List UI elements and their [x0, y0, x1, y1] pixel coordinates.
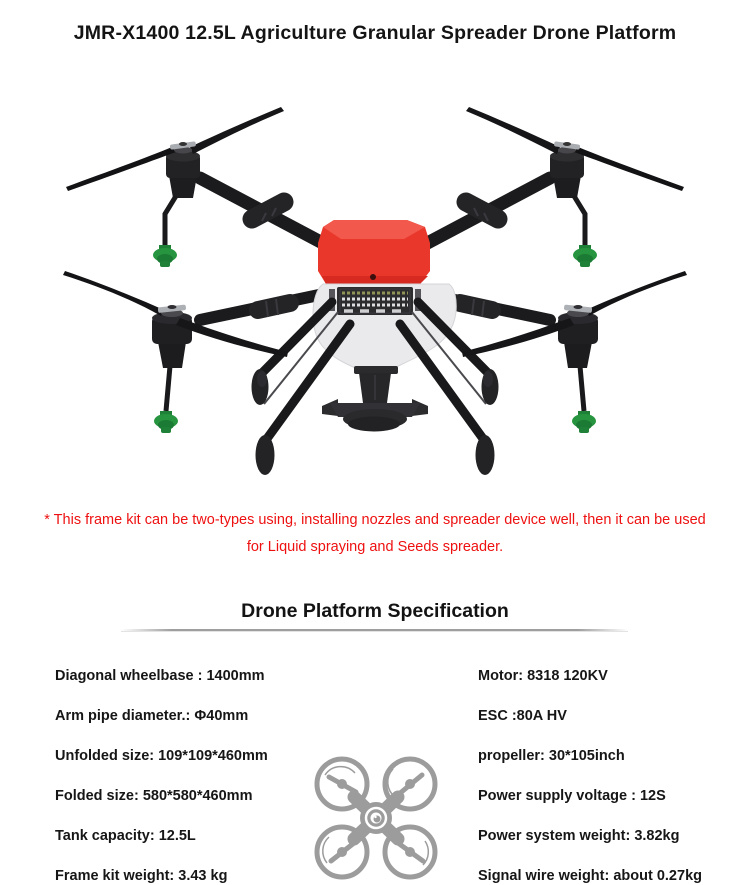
- spec-item-propeller: propeller: 30*105inch: [478, 748, 625, 764]
- spec-item-unfolded-size: Unfolded size: 109*109*460mm: [55, 748, 268, 764]
- front-right-rotor: [462, 271, 687, 433]
- nozzle-icon: [154, 411, 178, 433]
- spec-item-tank-capacity: Tank capacity: 12.5L: [55, 828, 196, 844]
- spec-item-frame-kit-weight: Frame kit weight: 3.43 kg: [55, 868, 228, 884]
- spec-item-diagonal-wheelbase: Diagonal wheelbase : 1400mm: [55, 668, 265, 684]
- spec-item-power-system-weight: Power system weight: 3.82kg: [478, 828, 680, 844]
- rear-left-arm: [200, 178, 332, 248]
- spec-item-arm-pipe-diameter: Arm pipe diameter.: Φ40mm: [55, 708, 249, 724]
- spec-item-folded-size: Folded size: 580*580*460mm: [55, 788, 253, 804]
- usage-note: [0, 507, 750, 561]
- usage-note-line1: * This frame kit can be two-types using, installing nozzles and spreader device well, then it can be used: [44, 512, 706, 528]
- spec-item-signal-wire-weight: Signal wire weight: about 0.27kg: [478, 868, 702, 884]
- spec-item-esc: ESC :80A HV: [478, 708, 567, 724]
- canopy-body: [318, 220, 430, 284]
- spreader-assembly: [322, 366, 428, 432]
- spec-item-power-supply-voltage: Power supply voltage : 12S: [478, 788, 666, 804]
- product-image: [0, 70, 750, 490]
- nozzle-icon: [153, 245, 177, 267]
- usage-note-line2: for Liquid spraying and Seeds spreader.: [246, 539, 504, 555]
- page-title: JMR-X1400 12.5L Agriculture Granular Spreader Drone Platform: [73, 22, 677, 44]
- drone-render: [0, 70, 750, 490]
- vent-grille: [337, 287, 413, 315]
- front-left-rotor: [63, 271, 288, 433]
- rear-left-rotor: [66, 107, 284, 267]
- drone-top-view-icon: [307, 753, 445, 883]
- spec-heading: Drone Platform Specification: [241, 600, 509, 622]
- heading-divider: [121, 629, 628, 631]
- rear-right-rotor: [466, 107, 684, 267]
- hopper-tank: [313, 284, 456, 374]
- spec-list-right: [478, 656, 743, 885]
- spec-item-motor: Motor: 8318 120KV: [478, 668, 608, 684]
- rear-right-arm: [418, 178, 550, 248]
